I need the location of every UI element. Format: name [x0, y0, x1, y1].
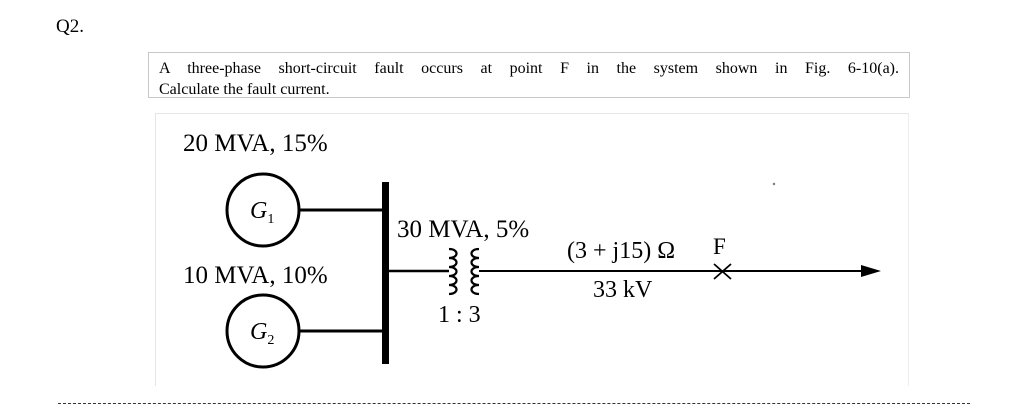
line-arrowhead — [861, 265, 881, 277]
g1-rating-label: 20 MVA, 15% — [183, 130, 328, 157]
g2-symbol-label: $G_2$ — [250, 319, 275, 348]
line-impedance-label: (3 + j15) Ω — [567, 238, 676, 264]
problem-text-line-1: A three-phase short-circuit fault occurs at point F in the system shown in Fig. 6-10(a). — [159, 60, 899, 77]
circuit-figure — [155, 113, 909, 386]
line-voltage-label: 33 kV — [593, 277, 653, 303]
transformer-secondary-winding — [472, 249, 480, 294]
transformer-ratio-label: 1 : 3 — [438, 302, 481, 328]
answer-separator-line — [58, 403, 970, 404]
one-line-diagram — [156, 114, 910, 387]
scan-speck — [773, 183, 775, 185]
busbar — [382, 182, 389, 364]
problem-text-line-2: Calculate the fault current. — [159, 81, 330, 98]
transformer-rating-label: 30 MVA, 5% — [397, 216, 530, 243]
g2-rating-label: 10 MVA, 10% — [183, 262, 328, 289]
fault-point-label: F — [713, 234, 726, 259]
transformer-primary-winding — [449, 249, 457, 294]
problem-statement — [148, 52, 910, 98]
g1-symbol-label: $G_1$ — [250, 198, 275, 227]
question-number: Q2. — [56, 16, 84, 37]
